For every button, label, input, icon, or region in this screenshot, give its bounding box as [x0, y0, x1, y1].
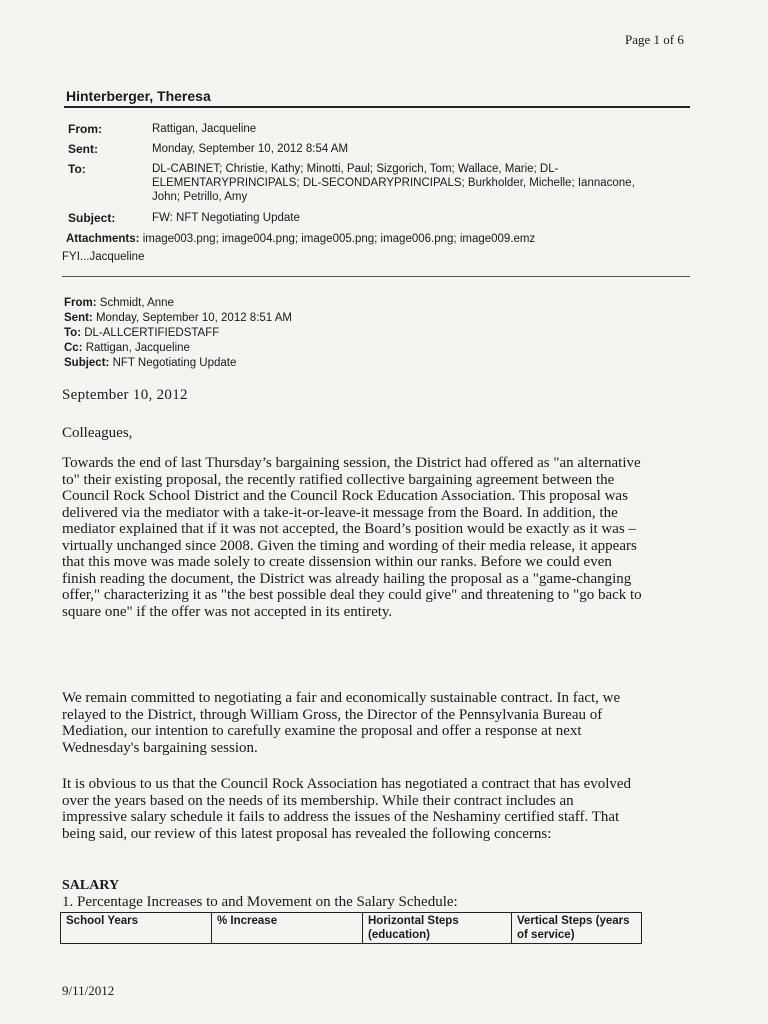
fwd-sent-value: Monday, September 10, 2012 8:51 AM [95, 312, 293, 324]
subject-label: Subject: [68, 211, 116, 225]
letter-date: September 10, 2012 [62, 387, 188, 403]
fwd-cc-label: Cc: [64, 342, 83, 354]
subject-value: FW: NFT Negotiating Update [152, 212, 300, 224]
fwd-to-label: To: [64, 327, 82, 339]
message-divider [62, 276, 690, 277]
attachments-list[interactable]: image003.png; image004.png; image005.png; image006.png; image009.emz [142, 233, 536, 245]
column-header: % Increase [212, 913, 363, 944]
salary-subheading: 1. Percentage Increases to and Movement on the Salary Schedule: [62, 894, 458, 910]
fwd-to-row [64, 326, 219, 341]
fwd-from-label: From: [64, 297, 97, 309]
to-label: To: [68, 162, 86, 176]
letter-greeting: Colleagues, [62, 425, 133, 441]
attachments-row [66, 233, 535, 245]
attachments-label: Attachments: [66, 233, 140, 245]
mailbox-owner: Hinterberger, Theresa [66, 88, 211, 104]
header-divider [64, 106, 690, 108]
fyi-note: FYI...Jacqueline [62, 251, 145, 263]
sent-label: Sent: [68, 142, 98, 156]
fwd-to-value: DL-ALLCERTIFIEDSTAFF [84, 327, 220, 339]
to-value [152, 162, 692, 204]
fwd-cc-row [64, 341, 190, 356]
body-paragraph: It is obvious to us that the Council Rock Association has negotiated a contract that has evolved over the years based on the needs of its membership. While their contract includes an impressive salary schedule it fails to address the issues of the Neshaminy certified staff. That being said, our review of this latest proposal has revealed the following concerns: [62, 776, 632, 842]
column-header: Vertical Steps (years of service) [512, 913, 642, 944]
column-header: Horizontal Steps (education) [363, 913, 512, 944]
sent-value: Monday, September 10, 2012 8:54 AM [152, 143, 349, 155]
fwd-from-row [64, 296, 174, 311]
body-paragraph: We remain committed to negotiating a fair and economically sustainable contract. In fact, we relayed to the District, through William Gross, the Director of the Pennsylvania Bureau of Mediation, our intention to carefully examine the proposal and offer a response at next Wednesday's bargaining session. [62, 690, 621, 756]
column-header: School Years [61, 913, 212, 944]
from-label: From: [68, 122, 102, 136]
fwd-subject-row [64, 356, 236, 371]
from-value: Rattigan, Jacqueline [152, 123, 257, 135]
print-date: 9/11/2012 [62, 983, 115, 998]
fwd-subject-label: Subject: [64, 357, 110, 369]
table-header-row [61, 913, 642, 944]
fwd-sent-row [64, 311, 292, 326]
page-number: Page 1 of 6 [625, 32, 684, 47]
fwd-sent-label: Sent: [64, 312, 93, 324]
fwd-cc-value: Rattigan, Jacqueline [85, 342, 190, 354]
to-line: John; Petrillo, Amy [152, 191, 248, 203]
fwd-subject-value: NFT Negotiating Update [112, 357, 237, 369]
to-line: ELEMENTARYPRINCIPALS; DL-SECONDARYPRINCIPALS; Burkholder, Michelle; Iannacone, [152, 177, 635, 189]
salary-schedule-table [60, 912, 642, 944]
body-paragraph: Towards the end of last Thursday’s bargaining session, the District had offered as "an alternative to" their existing proposal, the recently ratified collective bargaining agreement between the Council Rock School District and the Council Rock Education Association. This proposal was delivered via the mediator with a take-it-or-leave-it message from the Board. In addition, the mediator explained that if it was not accepted, the Board’s position would be exactly as it was – virtually unchanged since 2008. Given the timing and wording of their media release, it appears that this move was made solely to create dissension within our ranks. Before we could even finish reading the document, the District was already hailing the proposal as a "game-changing offer," characterizing it as "the best possible deal they could give" and threatening to "go back to square one" if the offer was not accepted in its entirety. [62, 455, 642, 620]
to-line: DL-CABINET; Christie, Kathy; Minotti, Paul; Sizgorich, Tom; Wallace, Marie; DL- [152, 163, 559, 175]
salary-heading: SALARY [62, 878, 120, 893]
fwd-from-value: Schmidt, Anne [99, 297, 174, 309]
